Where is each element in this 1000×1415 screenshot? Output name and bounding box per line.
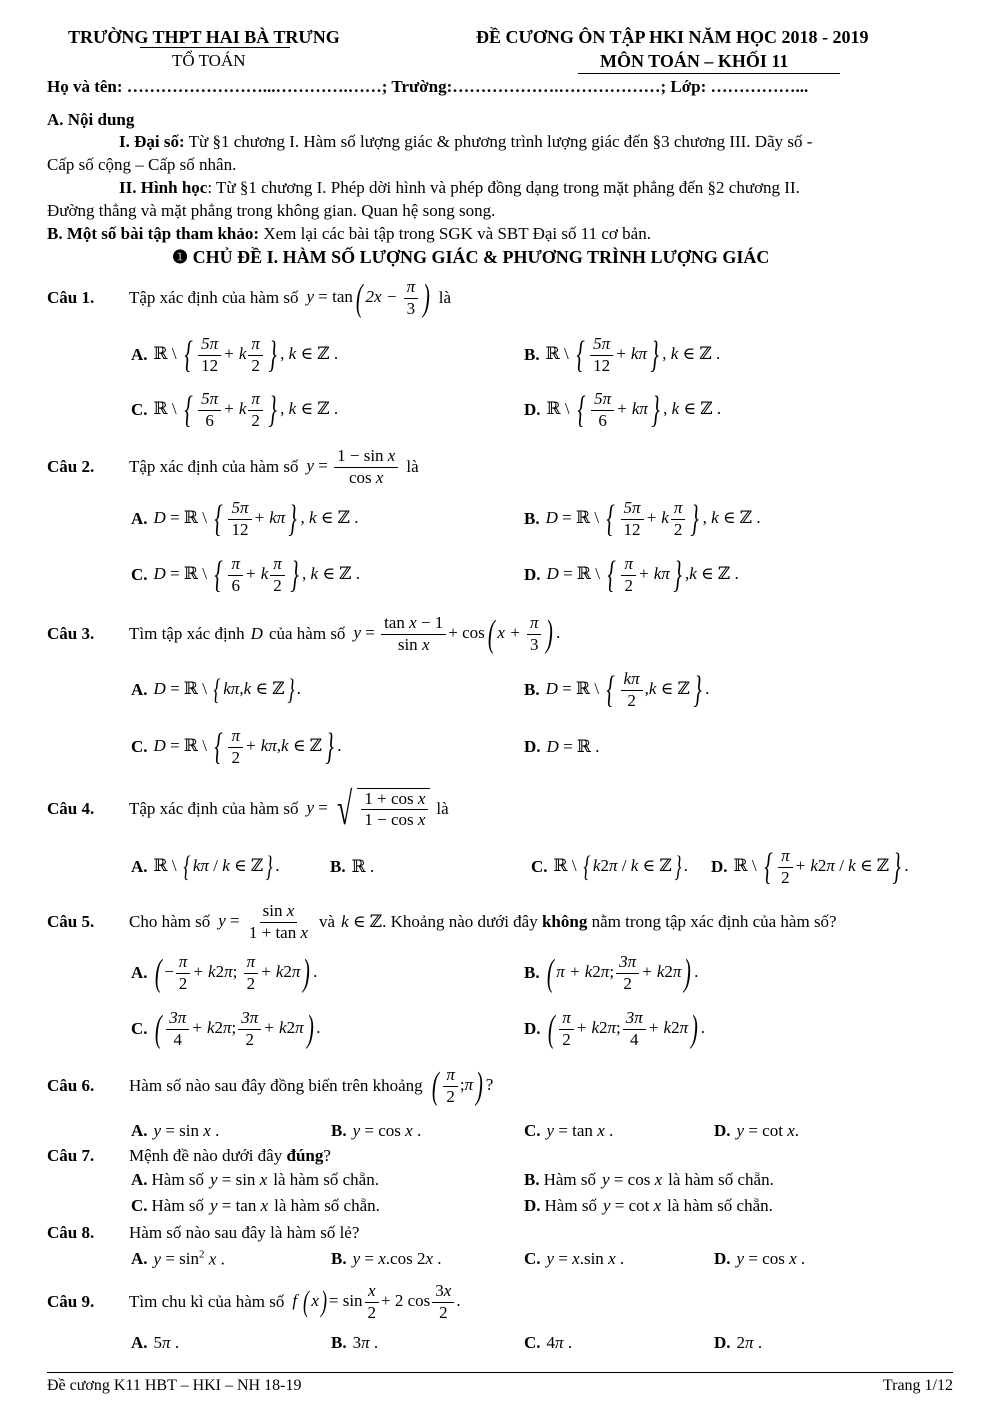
- question-3-label: Câu 3.: [47, 624, 95, 643]
- question-2-formula: y = $\frac{\text{1 − sin x}}{\text{cos x}}$: [306, 446, 400, 488]
- question-6-option-d[interactable]: [714, 1118, 799, 1144]
- option-tail: là hàm số chẵn.: [273, 1170, 379, 1189]
- option-formula: y = sin x .: [153, 1121, 220, 1140]
- option-formula: $y = \sin^2 x$ .: [153, 1248, 225, 1269]
- option-formula: ℝ \ { $\frac{5\pi}{6}$ + kπ} , k ∈ ℤ .: [546, 389, 722, 431]
- question-8-label: Câu 8.: [47, 1223, 95, 1242]
- question-6-option-c[interactable]: [524, 1118, 613, 1144]
- option-formula: ℝ \ { k2π / k ∈ ℤ} .: [553, 850, 688, 883]
- question-1-label: Câu 1.: [47, 288, 95, 307]
- option-d-label: D.: [524, 400, 541, 419]
- question-9-option-a[interactable]: [131, 1330, 179, 1356]
- question-3-option-a[interactable]: [131, 668, 301, 712]
- option-b-label: B.: [524, 1170, 540, 1189]
- option-a-label: A.: [131, 1170, 148, 1189]
- option-a-label: A.: [131, 509, 148, 528]
- question-1-after: là: [438, 288, 452, 307]
- question-5: [47, 900, 837, 944]
- option-formula: y = cot x.: [736, 1121, 799, 1140]
- question-5-option-c[interactable]: [131, 1007, 321, 1051]
- option-formula: ℝ .: [351, 857, 375, 876]
- question-4-label: Câu 4.: [47, 799, 95, 818]
- question-9-text: Tìm chu kì của hàm số: [129, 1292, 285, 1311]
- question-7-option-b[interactable]: [524, 1167, 774, 1193]
- question-7-option-d[interactable]: [524, 1193, 773, 1219]
- section-b-text: Xem lại các bài tập trong SGK và SBT Đại số 11 cơ bản.: [259, 224, 651, 243]
- option-formula: ℝ \ { $\frac{5\pi}{12}$ + k $\frac{\pi}{2}$ } , k ∈ ℤ .: [153, 334, 339, 376]
- question-4: [47, 784, 449, 834]
- option-formula: y = tan x: [209, 1196, 269, 1215]
- option-c-label: C.: [131, 1019, 148, 1038]
- option-formula: D = ℝ \ { kπ,k ∈ ℤ} .: [153, 673, 301, 706]
- option-formula: 3π .: [352, 1333, 379, 1352]
- option-d-label: D.: [714, 1333, 731, 1352]
- question-2-option-c[interactable]: [131, 553, 360, 597]
- option-formula: y = cos x .: [736, 1249, 806, 1268]
- question-2-option-a[interactable]: [131, 497, 359, 541]
- option-b-label: B.: [331, 1249, 347, 1268]
- question-7-end: ?: [323, 1146, 331, 1165]
- option-b-label: B.: [524, 345, 540, 364]
- option-c-label: C.: [531, 857, 548, 876]
- option-a-label: A.: [131, 1333, 148, 1352]
- question-2-text: Tập xác định của hàm số: [129, 457, 299, 476]
- option-formula: D = ℝ \ { $\frac{\pi}{6}$ + k $\frac{\pi}{2}$ } , k ∈ ℤ .: [153, 554, 361, 596]
- algebra-label: I. Đại số:: [119, 132, 185, 151]
- question-5-formula: y = $\frac{\text{sin x}}{\text{1 + tan x}}$: [218, 901, 309, 942]
- option-formula: D = ℝ \ { $\frac{k\pi}{2}$ ,k ∈ ℤ} .: [545, 669, 710, 711]
- question-7-option-c[interactable]: [131, 1193, 380, 1219]
- question-3-option-d[interactable]: [524, 725, 600, 769]
- section-a-title: A. Nội dung: [47, 110, 135, 129]
- option-d-label: D.: [524, 737, 541, 756]
- question-7-label: Câu 7.: [47, 1146, 95, 1165]
- option-b-label: B.: [524, 963, 540, 982]
- option-formula: D = ℝ \ { $\frac{\pi}{2}$ + kπ} ,k ∈ ℤ .: [546, 554, 739, 596]
- option-formula: 2π .: [736, 1333, 763, 1352]
- document-title: ĐỀ CƯƠNG ÔN TẬP HKI NĂM HỌC 2018 - 2019: [476, 27, 869, 47]
- question-7-bold: đúng: [286, 1146, 324, 1165]
- question-9-option-d[interactable]: [714, 1330, 762, 1356]
- algebra-text-2: Cấp số cộng – Cấp số nhân.: [47, 155, 237, 174]
- option-formula: ( $\frac{\pi}{2}$ + k2π; $\frac{3\pi}{4}$ + k2π) .: [547, 1008, 706, 1050]
- option-text: Hàm số: [544, 1196, 597, 1215]
- algebra-text-1: Từ §1 chương I. Hàm số lượng giác & phương trình lượng giác đến §3 chương III. Dãy số -: [184, 132, 813, 151]
- option-d-label: D.: [714, 1121, 731, 1140]
- option-d-label: D.: [714, 1249, 731, 1268]
- option-c-label: C.: [524, 1333, 541, 1352]
- option-formula: ( $\frac{3\pi}{4}$ + k2π; $\frac{3\pi}{2}$ + k2π) .: [154, 1008, 321, 1050]
- question-4-after: là: [436, 799, 449, 818]
- option-formula: y = sin x: [209, 1170, 268, 1189]
- question-8-text: Hàm số nào sau đây là hàm số lẻ?: [129, 1223, 360, 1242]
- question-8-option-c[interactable]: [524, 1246, 624, 1272]
- option-a-label: A.: [131, 345, 148, 364]
- question-8-option-d[interactable]: [714, 1246, 805, 1272]
- question-8-option-a[interactable]: [131, 1246, 225, 1272]
- question-6-option-b[interactable]: [331, 1118, 421, 1144]
- option-formula: y = cot x: [602, 1196, 662, 1215]
- question-2-option-d[interactable]: [524, 553, 739, 597]
- option-text: Hàm số: [151, 1170, 204, 1189]
- option-formula: D = ℝ \ { $\frac{\pi}{2}$ + kπ,k ∈ ℤ} .: [153, 726, 342, 768]
- question-9-label: Câu 9.: [47, 1292, 95, 1311]
- question-9-formula: f ( x) = sin $\frac{x}{2}$ + 2 cos $\frac{3x}{2}$ .: [292, 1281, 461, 1322]
- school-underline: [140, 47, 290, 48]
- question-1-formula: y = tan( 2x − $\frac{\pi}{3}$ ): [306, 277, 430, 319]
- department: TỔ TOÁN: [172, 51, 246, 70]
- option-b-label: B.: [524, 509, 540, 528]
- geometry-label: II. Hình học: [119, 178, 208, 197]
- question-2-option-b[interactable]: [524, 497, 761, 541]
- option-d-label: D.: [711, 857, 728, 876]
- topic-heading: ❶ CHỦ ĐỀ I. HÀM SỐ LƯỢNG GIÁC & PHƯƠNG TRÌNH LƯỢNG GIÁC: [172, 247, 770, 267]
- option-c-label: C.: [131, 737, 148, 756]
- option-formula: ℝ \ { $\frac{\pi}{2}$ + k2π / k ∈ ℤ} .: [733, 846, 909, 888]
- option-a-label: A.: [131, 963, 148, 982]
- question-6-label: Câu 6.: [47, 1076, 95, 1095]
- option-formula: y = cos x: [602, 1170, 663, 1189]
- option-c-label: C.: [131, 565, 148, 584]
- question-4-option-c[interactable]: [531, 845, 688, 889]
- question-8-option-b[interactable]: [331, 1246, 442, 1272]
- question-3-option-c[interactable]: [131, 725, 342, 769]
- option-formula: y = cos x .: [352, 1121, 422, 1140]
- question-7: [47, 1143, 331, 1169]
- question-9: [47, 1280, 461, 1324]
- question-6: [47, 1064, 493, 1108]
- section-b-label: B. Một số bài tập tham khảo:: [47, 224, 260, 243]
- question-5-rest1: . Khoảng nào dưới đây: [382, 912, 542, 931]
- option-formula: D = ℝ \ { $\frac{5\pi}{12}$ + kπ} , k ∈ ℤ .: [153, 498, 359, 540]
- option-formula: 4π .: [546, 1333, 573, 1352]
- question-6-option-a[interactable]: [131, 1118, 219, 1144]
- question-5-option-a[interactable]: [131, 951, 317, 995]
- question-1-text: Tập xác định của hàm số: [129, 288, 299, 307]
- option-b-label: B.: [524, 680, 540, 699]
- option-a-label: A.: [131, 680, 148, 699]
- option-formula: ( π + k2π; $\frac{3\pi}{2}$ + k2π) .: [546, 952, 699, 994]
- question-5-label: Câu 5.: [47, 912, 95, 931]
- question-4-option-b[interactable]: [330, 845, 374, 889]
- question-4-formula: y = √ $\frac{\text{1 + cos x}}{\text{1 − cos x}}$: [306, 786, 430, 832]
- option-formula: D = ℝ .: [546, 737, 600, 756]
- option-d-label: D.: [524, 565, 541, 584]
- question-1-option-c[interactable]: [131, 388, 338, 432]
- option-c-label: C.: [131, 1196, 148, 1215]
- option-c-label: C.: [524, 1249, 541, 1268]
- question-7-text: Mệnh đề nào dưới đây: [129, 1146, 287, 1165]
- option-b-label: B.: [331, 1121, 347, 1140]
- question-5-bold: không: [541, 912, 588, 931]
- footer-rule: [47, 1372, 953, 1373]
- question-3-var: D: [250, 624, 263, 643]
- question-9-option-c[interactable]: [524, 1330, 572, 1356]
- option-d-label: D.: [524, 1196, 541, 1215]
- option-tail: là hàm số chẵn.: [668, 1170, 774, 1189]
- question-5-mid: và: [319, 912, 336, 931]
- school-name: TRƯỜNG THPT HAI BÀ TRƯNG: [68, 27, 340, 47]
- geometry-text-1: : Từ §1 chương I. Phép dời hình và phép đồng dạng trong mặt phẳng đến §2 chương II.: [207, 178, 800, 197]
- question-2: [47, 445, 419, 489]
- option-a-label: A.: [131, 1249, 148, 1268]
- geometry-line-1: [119, 178, 800, 198]
- question-5-option-d[interactable]: [524, 1007, 705, 1051]
- question-6-interval: ( $\frac{\pi}{2}$ ;π) ?: [431, 1065, 494, 1107]
- question-4-text: Tập xác định của hàm số: [129, 799, 299, 818]
- option-a-label: A.: [131, 857, 148, 876]
- algebra-line-1: [119, 132, 812, 152]
- option-formula: ℝ \ { $\frac{5\pi}{6}$ + k $\frac{\pi}{2}$ } , k ∈ ℤ .: [153, 389, 339, 431]
- option-formula: y = x.cos 2x .: [352, 1249, 442, 1268]
- question-1-option-b[interactable]: [524, 333, 720, 377]
- subject-underline: [578, 73, 840, 74]
- question-4-option-a[interactable]: [131, 845, 279, 889]
- question-4-option-d[interactable]: [711, 845, 909, 889]
- option-formula: 5π .: [153, 1333, 180, 1352]
- section-b-line: [47, 224, 651, 244]
- geometry-text-2: Đường thẳng và mặt phẳng trong không gian. Quan hệ song song.: [47, 201, 496, 220]
- option-tail: là hàm số chẵn.: [667, 1196, 773, 1215]
- question-7-option-a[interactable]: [131, 1167, 379, 1193]
- question-5-rest2: nằm trong tập xác định của hàm số?: [587, 912, 837, 931]
- option-formula: ℝ \ { kπ / k ∈ ℤ} .: [153, 850, 280, 883]
- option-text: Hàm số: [543, 1170, 597, 1189]
- student-info-line: Họ và tên: ……………………...………….……; Trường:……………….………………; Lớp: ……………...: [47, 77, 809, 96]
- option-c-label: C.: [131, 400, 148, 419]
- option-formula: ℝ \ { $\frac{5\pi}{12}$ + kπ} , k ∈ ℤ .: [545, 334, 721, 376]
- question-5-text: Cho hàm số: [129, 912, 211, 931]
- page-number: Trang 1/12: [882, 1377, 953, 1394]
- question-3-text: Tìm tập xác định: [129, 624, 245, 643]
- option-tail: là hàm số chẵn.: [274, 1196, 380, 1215]
- question-6-text: Hàm số nào sau đây đồng biến trên khoảng: [129, 1076, 423, 1095]
- option-b-label: B.: [331, 1333, 347, 1352]
- option-a-label: A.: [131, 1121, 148, 1140]
- option-formula: y = x.sin x .: [546, 1249, 625, 1268]
- subject-title: MÔN TOÁN – KHỐI 11: [600, 51, 789, 71]
- question-1: [47, 276, 451, 320]
- option-text: Hàm số: [151, 1196, 204, 1215]
- question-1-option-d[interactable]: [524, 388, 721, 432]
- question-3-formula: y = $\frac{\text{tan x − 1}}{\text{sin x}}$ + cos( x + $\frac{\pi}{3}$ ) .: [353, 613, 561, 655]
- footer-left: Đề cương K11 HBT – HKI – NH 18-19: [47, 1377, 302, 1394]
- question-3-option-b[interactable]: [524, 668, 709, 712]
- option-formula: ( − $\frac{\pi}{2}$ + k2π; $\frac{\pi}{2}$ + k2π) .: [154, 952, 318, 994]
- question-1-option-a[interactable]: [131, 333, 338, 377]
- question-5-option-b[interactable]: [524, 951, 698, 995]
- option-c-label: C.: [524, 1121, 541, 1140]
- question-8: [47, 1220, 359, 1246]
- question-9-option-b[interactable]: [331, 1330, 378, 1356]
- question-3: [47, 612, 560, 656]
- question-2-after: là: [406, 457, 419, 476]
- option-b-label: B.: [330, 857, 346, 876]
- option-formula: D = ℝ \ { $\frac{5\pi}{12}$ + k $\frac{\pi}{2}$ } , k ∈ ℤ .: [545, 498, 761, 540]
- question-5-k: k ∈ ℤ: [341, 912, 383, 931]
- option-d-label: D.: [524, 1019, 541, 1038]
- question-2-label: Câu 2.: [47, 457, 95, 476]
- question-3-mid: của hàm số: [268, 624, 346, 643]
- option-formula: y = tan x .: [546, 1121, 614, 1140]
